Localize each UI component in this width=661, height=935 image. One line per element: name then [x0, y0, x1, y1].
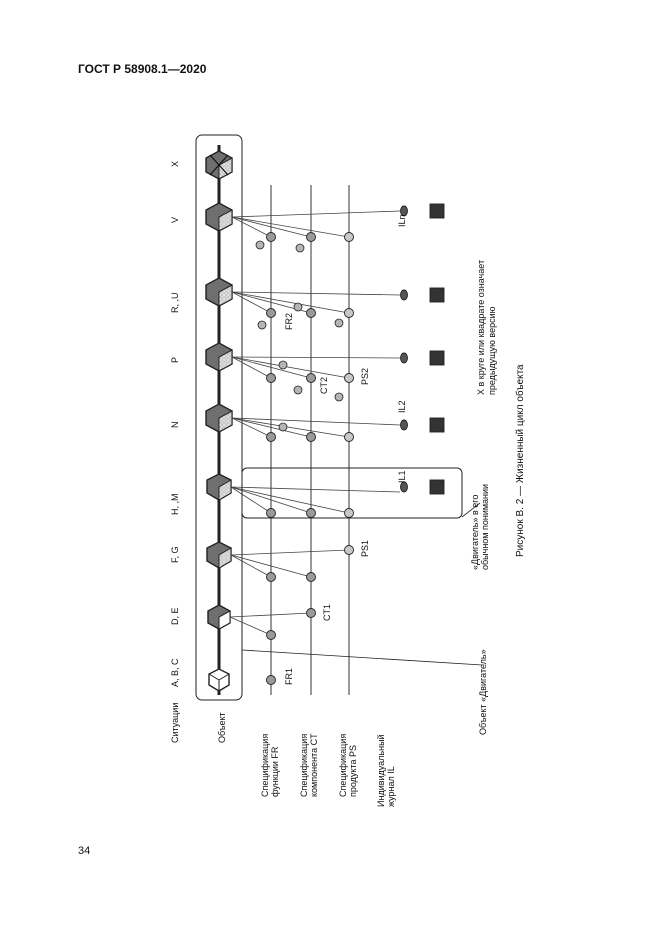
figure-note: X в круге или квадрате означаетпредыдущую версию — [476, 259, 497, 395]
situation-4: H, ,M — [170, 493, 180, 515]
situation-5: N — [170, 421, 180, 428]
callout-object-leader — [242, 650, 482, 665]
situation-8: V — [170, 216, 180, 223]
cube-8 — [206, 203, 232, 231]
cube-6 — [206, 343, 232, 371]
label-ct2: CT2 — [319, 376, 329, 394]
cube-9-crossed — [206, 151, 232, 179]
individual-logs — [401, 204, 445, 494]
label-ps2: PS2 — [360, 367, 370, 385]
cube-2 — [208, 605, 230, 629]
situation-9: X — [170, 160, 180, 167]
rotated-figure — [170, 135, 526, 807]
connectors — [230, 211, 400, 635]
situation-3: F, G — [170, 546, 180, 563]
cube-3 — [207, 542, 231, 568]
situation-6: P — [170, 356, 180, 363]
callout-object: Объект «Двигатель» — [478, 649, 488, 735]
label-il1: IL1 — [397, 470, 407, 483]
label-ps1: PS1 — [360, 539, 370, 557]
situation-2: D, E — [170, 607, 180, 625]
row-labels — [170, 703, 396, 807]
label-fr1: FR1 — [284, 667, 294, 685]
label-fr2: FR2 — [284, 312, 294, 330]
spec-labels — [284, 214, 407, 685]
row-label-ct: Спецификациякомпонента CT — [299, 733, 319, 797]
row-label-il: Индивидуальныйжурнал IL — [376, 734, 396, 807]
row-label-object: Объект — [217, 712, 227, 743]
row-label-ps: Спецификацияпродукта PS — [338, 733, 358, 797]
callout-engine: «Двигатель» в егообычном понимании — [470, 483, 490, 570]
page-number: 34 — [78, 845, 91, 857]
figure-caption: Рисунок В. 2 — Жизненный цикл объекта — [515, 364, 526, 557]
label-ct1: CT1 — [322, 603, 332, 621]
situation-labels — [170, 161, 180, 687]
row-label-situations: Ситуации — [170, 702, 180, 743]
label-iln: ILn — [397, 214, 407, 227]
document-header: ГОСТ Р 58908.1—2020 — [78, 62, 207, 76]
row-label-fr: Спецификацияфункции FR — [260, 733, 280, 797]
cube-5 — [206, 404, 232, 432]
label-il2: IL2 — [397, 400, 407, 413]
cube-7 — [206, 278, 232, 306]
cube-1 — [209, 669, 229, 691]
previous-version-markers — [256, 241, 343, 431]
situation-7: R, ,U — [170, 292, 180, 313]
cube-4 — [207, 474, 231, 500]
situation-1: A, B, C — [170, 658, 180, 687]
